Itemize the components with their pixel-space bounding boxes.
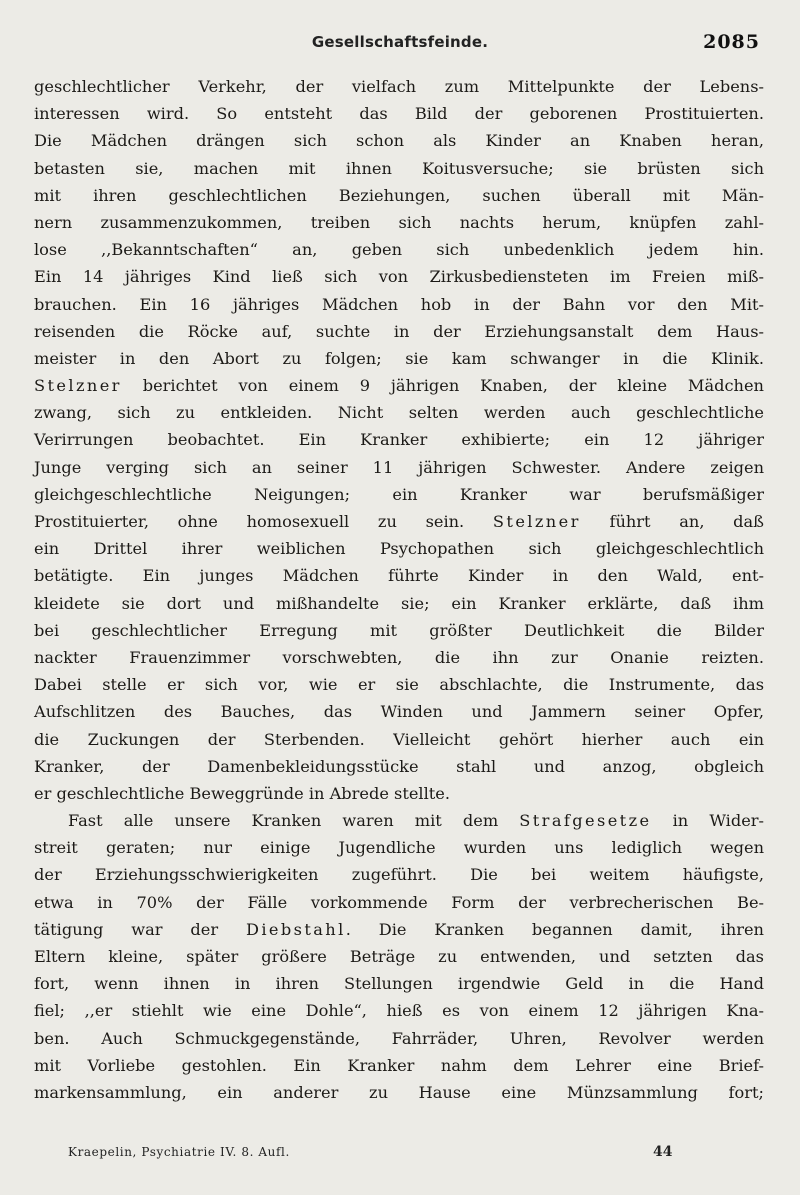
page-header — [0, 33, 800, 61]
text-line: Eltern kleine, später größere Beträge zu entwenden, und setzten das — [34, 947, 764, 966]
emphasized-word: Strafgesetze — [519, 811, 652, 831]
text-line: fiel; ,,er stiehlt wie eine Dohle“, hieß es von einem 12 jährigen Kna- — [34, 1001, 764, 1021]
text-line: Aufschlitzen des Bauches, das Winden und Jammern seiner Opfer, — [34, 702, 764, 722]
text-line: betätigte. Ein junges Mädchen führte Kinder in den Wald, ent- — [34, 566, 764, 586]
signature-mark: 44 — [653, 1144, 673, 1160]
text-line: betasten sie, machen mit ihnen Koitusversuche; sie brüsten sich — [34, 158, 764, 178]
text-line — [34, 508, 764, 535]
text-line: kleidete sie dort und mißhandelte sie; ein Kranker erklärte, daß ihm — [34, 593, 764, 613]
page-footer — [68, 1145, 768, 1165]
body-text — [34, 73, 764, 1106]
text-line: mit ihren geschlechtlichen Beziehungen, suchen überall mit Män- — [34, 185, 764, 205]
text-run: Fast alle unsere Kranken waren mit dem — [68, 811, 520, 831]
text-line: zwang, sich zu entkleiden. Nicht selten werden auch geschlechtliche — [34, 403, 764, 423]
emphasized-word: Stelzner — [492, 512, 581, 531]
text-line: nackter Frauenzimmer vorschwebten, die ihn zur Onanie reizten. — [34, 647, 764, 667]
text-line: Kranker, der Damenbekleidungsstücke stahl und anzog, obgleich — [34, 756, 764, 776]
text-line: geschlechtlicher Verkehr, der vielfach zum Mittelpunkte der Lebens- — [34, 77, 764, 96]
text-run: berichtet von einem 9 jährigen Knaben, der kleine Mädchen — [121, 376, 764, 396]
emphasized-word: Stelzner — [34, 376, 122, 396]
text-line: Junge verging sich an seiner 11 jährigen Schwester. Andere zeigen — [34, 457, 764, 477]
text-line: brauchen. Ein 16 jähriges Mädchen hob in der Bahn vor den Mit- — [34, 294, 764, 314]
text-line: mit Vorliebe gestohlen. Ein Kranker nahm dem Lehrer eine Brief- — [34, 1055, 764, 1075]
text-line: die Zuckungen der Sterbenden. Vielleicht gehört hierher auch ein — [34, 729, 764, 749]
text-line: gleichgeschlechtliche Neigungen; ein Kranker war berufsmäßiger — [34, 484, 764, 504]
text-line: Ein 14 jähriges Kind ließ sich von Zirkusbediensteten im Freien miß- — [34, 267, 764, 287]
text-line: Dabei stelle er sich vor, wie er sie abschlachte, die Instrumente, das — [34, 675, 764, 695]
text-line: der Erziehungsschwierigkeiten zugeführt. Die bei weitem häufigste, — [34, 865, 764, 885]
text-line: lose ,,Bekanntschaften“ an, geben sich unbedenklich jedem hin. — [34, 240, 764, 260]
text-run: tätigung war der — [34, 919, 246, 939]
text-line — [34, 916, 764, 943]
text-line: Verirrungen beobachtet. Ein Kranker exhibierte; ein 12 jähriger — [34, 430, 764, 450]
text-line: fort, wenn ihnen in ihren Stellungen irgendwie Geld in die Hand — [34, 974, 764, 994]
text-line: ben. Auch Schmuckgegenstände, Fahrräder, Uhren, Revolver werden — [34, 1028, 764, 1048]
text-run: führt an, daß — [580, 512, 764, 531]
footer-source: Kraepelin, Psychiatrie IV. 8. Aufl. — [68, 1145, 290, 1159]
emphasized-word: Diebstahl — [245, 919, 346, 939]
text-run: in Wider- — [651, 811, 764, 831]
text-line: streit geraten; nur einige Jugendliche wurden uns lediglich wegen — [34, 838, 764, 858]
text-line — [34, 807, 764, 834]
text-line: meister in den Abort zu folgen; sie kam schwanger in die Klinik. — [34, 348, 764, 368]
text-line: Die Mädchen drängen sich schon als Kinder an Knaben heran, — [34, 131, 764, 151]
text-line: markensammlung, ein anderer zu Hause eine Münzsammlung fort; — [34, 1082, 764, 1102]
text-line — [34, 372, 764, 399]
text-line: nern zusammenzukommen, treiben sich nachts herum, knüpfen zahl- — [34, 212, 764, 232]
text-run: Prostituierter, ohne homosexuell zu sein. — [34, 512, 493, 531]
running-title: Gesellschaftsfeinde. — [311, 33, 489, 51]
text-line: er geschlechtliche Beweggründe in Abrede stellte. — [34, 783, 451, 803]
text-line: interessen wird. So entsteht das Bild der geborenen Prostituierten. — [34, 104, 764, 124]
page-number: 2085 — [703, 31, 760, 53]
text-line: ein Drittel ihrer weiblichen Psychopathen sich gleichgeschlechtlich — [34, 539, 764, 559]
text-line: etwa in 70% der Fälle vorkommende Form der verbrecherischen Be- — [34, 892, 764, 912]
text-line: reisenden die Röcke auf, suchte in der Erziehungsanstalt dem Haus- — [34, 321, 764, 341]
text-run: . Die Kranken begannen damit, ihren — [345, 919, 764, 939]
text-line: bei geschlechtlicher Erregung mit größter Deutlichkeit die Bilder — [34, 620, 764, 640]
